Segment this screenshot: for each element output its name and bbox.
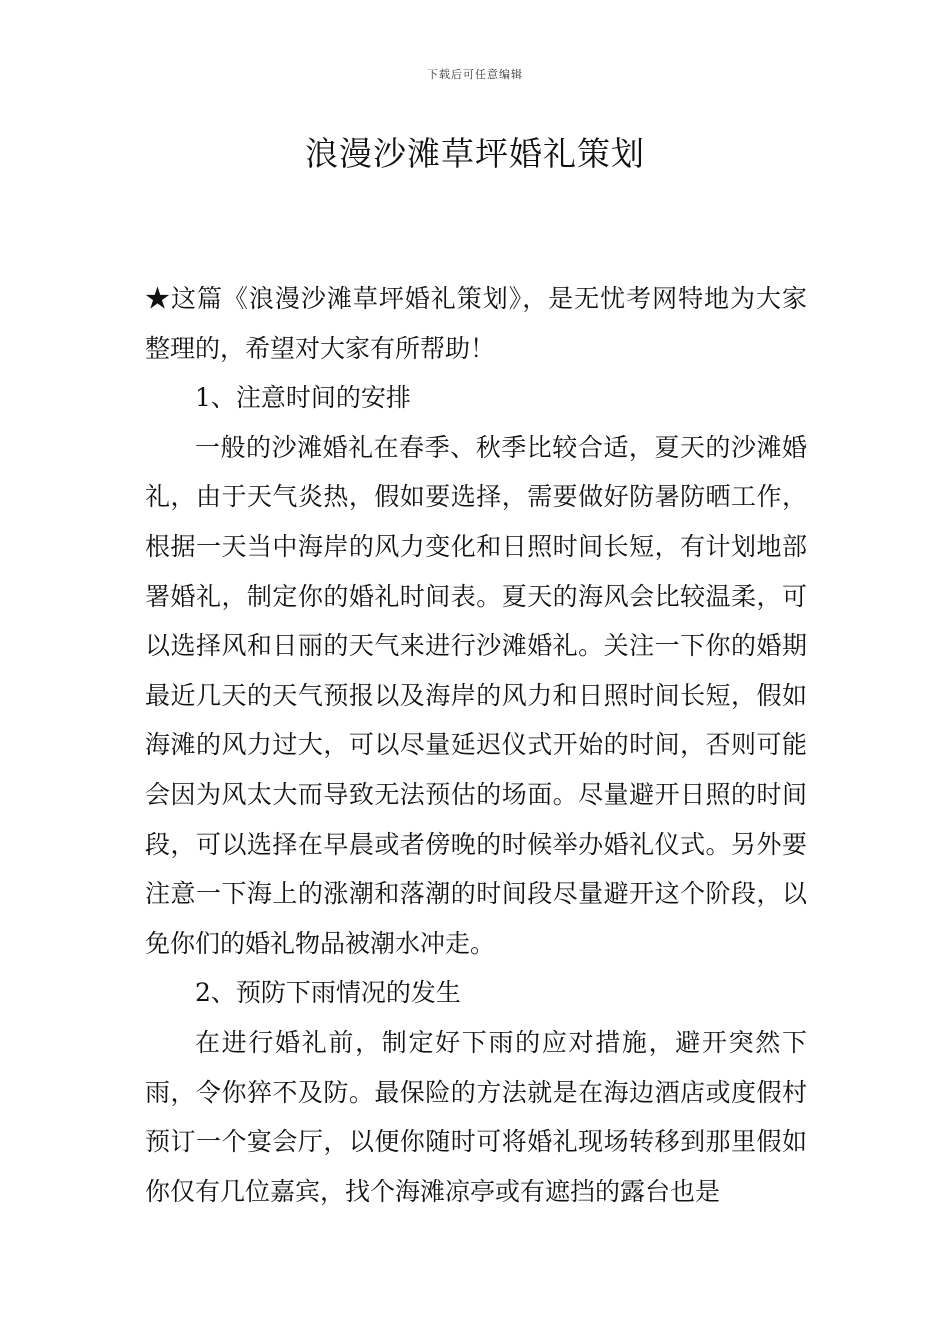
- document-title: 浪漫沙滩草坪婚礼策划: [305, 134, 645, 173]
- section-heading-2: 2、预防下雨情况的发生: [195, 978, 461, 1008]
- header-note: 下载后可任意编辑: [427, 68, 523, 81]
- section-paragraph-1: 一般的沙滩婚礼在春季、秋季比较合适，夏天的沙滩婚礼，由于天气炎热，假如要选择，需要做好防暑防晒工作，根据一天当中海岸的风力变化和日照时间长短，有计划地部署婚礼，制定你的婚礼时间表。夏天的海风会比较温柔，可以选择风和日丽的天气来进行沙滩婚礼。关注一下你的婚期最近几天的天气预报以及海岸的风力和日照时间长短，假如海滩的风力过大，可以尽量延迟仪式开始的时间，否则可能会因为风太大而导致无法预估的场面。尽量避开日照的时间段，可以选择在早晨或者傍晚的时候举办婚礼仪式。另外要注意一下海上的涨潮和落潮的时间段尽量避开这个阶段，以免你们的婚礼物品被潮水冲走。: [145, 432, 807, 958]
- section-heading-1: 1、注意时间的安排: [195, 383, 411, 413]
- document-body: [145, 274, 807, 1216]
- section-paragraph-2: 在进行婚礼前，制定好下雨的应对措施，避开突然下雨，令你猝不及防。最保险的方法就是在海边酒店或度假村预订一个宴会厅，以便你随时可将婚礼现场转移到那里假如你仅有几位嘉宾，找个海滩凉亭或有遮挡的露台也是: [145, 1027, 807, 1206]
- intro-paragraph: ★这篇《浪漫沙滩草坪婚礼策划》，是无忧考网特地为大家整理的，希望对大家有所帮助！: [145, 284, 807, 363]
